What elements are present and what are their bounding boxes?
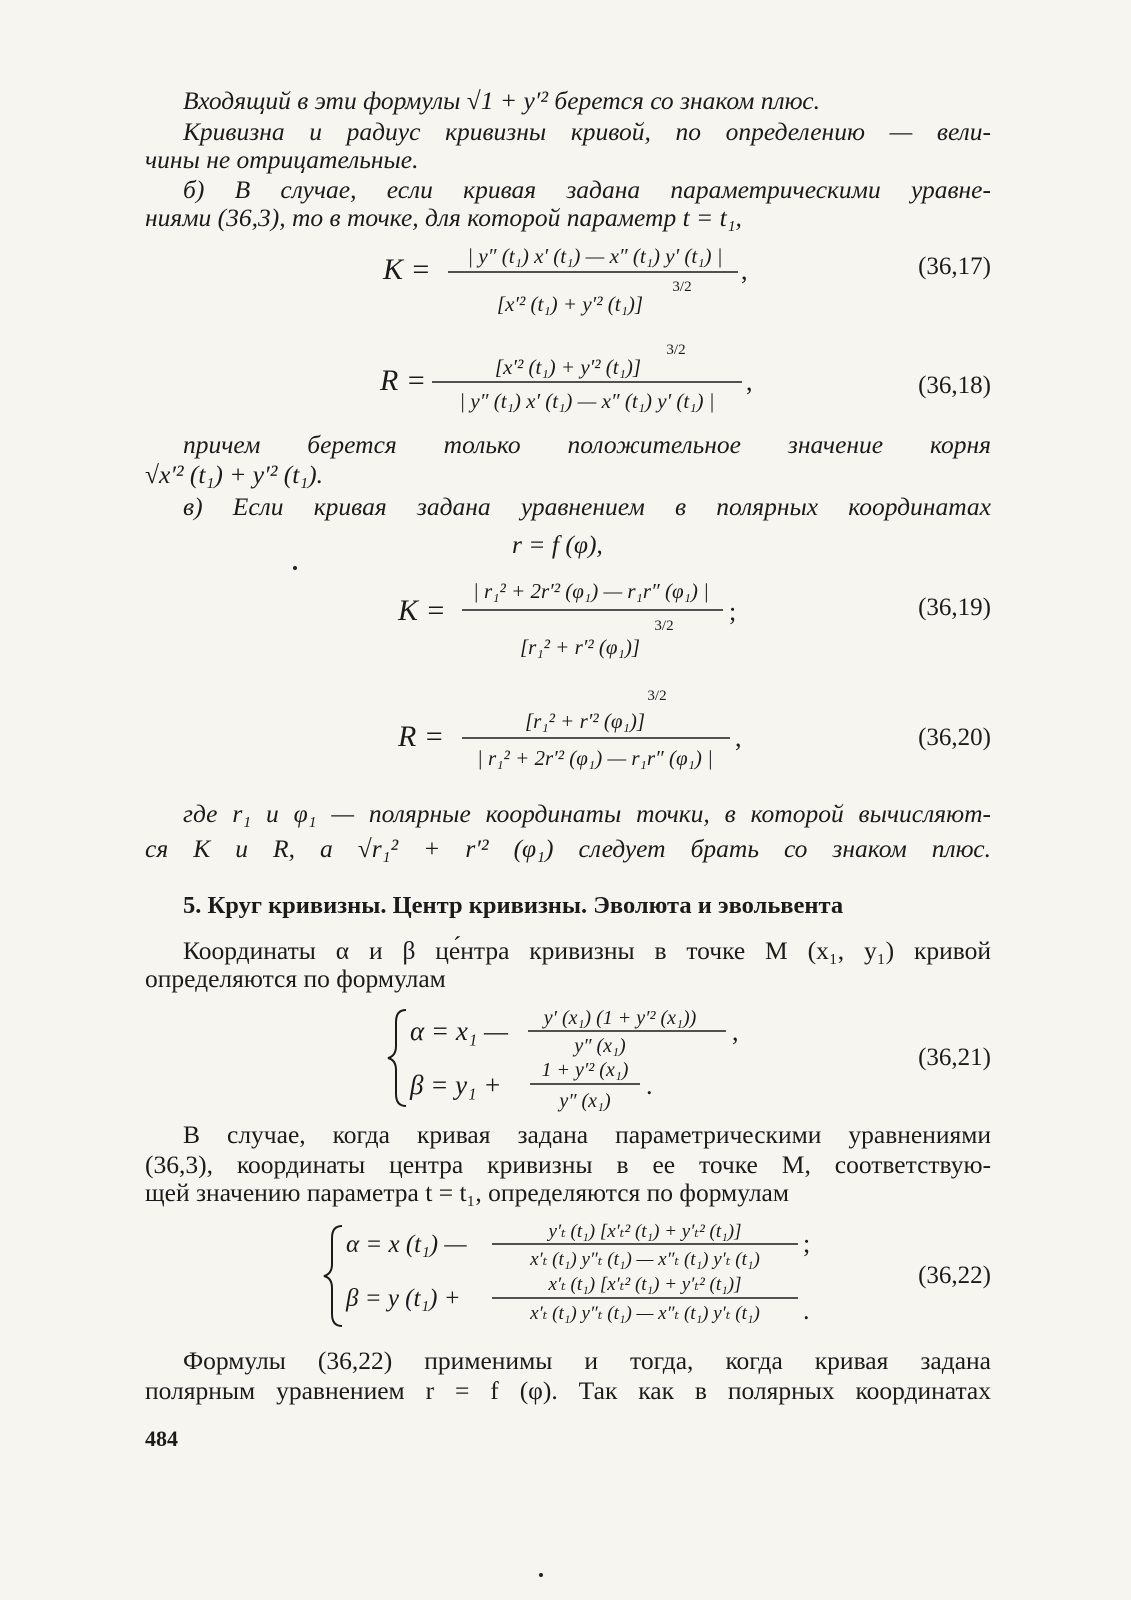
eq18-power: 3/2 <box>666 342 686 358</box>
eq22-row1-tail: ; <box>803 1229 811 1258</box>
eq20-tail: , <box>735 723 742 752</box>
text-line-8: в) Если кривая задана уравнением в полярных координатах <box>183 492 991 521</box>
eq21-row1-num: y′ (x₁) (1 + y′² (x₁)) <box>543 1007 697 1029</box>
section-heading: 5. Круг кривизны. Центр кривизны. Эволюта и эвольвента <box>183 892 844 919</box>
eq22-row2-tail: . <box>803 1296 810 1325</box>
text-line-5: ниями (36,3), то в точке, для которой параметр t = t₁, <box>145 203 742 232</box>
text-line-4: б) В случае, если кривая задана параметрическими уравне- <box>183 175 991 204</box>
text-line-11: ся K и R, а √r₁² + r′² (φ₁) следует брать со знаком плюс. <box>145 834 991 863</box>
eq18-numerator: [x′² (t₁) + y′² (t₁)] <box>494 355 642 379</box>
equation-36-20 <box>0 676 1131 770</box>
eq20-numerator: [r₁² + r′² (φ₁)] <box>524 709 646 733</box>
text-line-2: Кривизна и радиус кривизны кривой, по определению — вели- <box>183 117 991 146</box>
eq21-row2-lhs: β = y₁ + <box>410 1070 502 1100</box>
para1-line-2: определяются по формулам <box>145 964 446 993</box>
eq18-denominator: | y″ (t₁) x′ (t₁) — x″ (t₁) y′ (t₁) | <box>459 389 715 413</box>
eq22-row2-lhs: β = y (t₁) + <box>346 1285 461 1312</box>
eq18-number: (36,18) <box>918 372 991 399</box>
eq17-tail: , <box>741 256 748 285</box>
para1-line-1: Координаты α и β це́нтра кривизны в точке M (x₁, y₁) кривой <box>183 936 991 965</box>
equation-36-22 <box>0 1212 1131 1325</box>
text-line-9: r = f (φ), <box>512 530 603 559</box>
text-line-7: √x′² (t₁) + y′² (t₁). <box>145 460 324 489</box>
eq21-brace <box>388 1010 406 1106</box>
para2-line-3: щей значению параметра t = t₁, определяются по формулам <box>145 1178 789 1207</box>
eq19-numerator: | r₁² + 2r′² (φ₁) — r₁r″ (φ₁) | <box>473 579 709 603</box>
eq21-row2-den: y″ (x₁) <box>559 1090 611 1112</box>
eq21-number: (36,21) <box>918 1044 991 1071</box>
eq22-row1-num: y′ₜ (t₁) [x′ₜ² (t₁) + y′ₜ² (t₁)] <box>548 1221 742 1242</box>
eq19-tail: ; <box>729 597 737 626</box>
text-line-1: Входящий в эти формулы √1 + y′² берется со знаком плюс. <box>183 86 820 115</box>
equation-36-17 <box>0 235 1131 316</box>
eq17-power: 3/2 <box>672 279 692 295</box>
text-line-6: причем берется только положительное значение корня <box>183 430 991 459</box>
eq19-lhs: K = <box>398 594 446 627</box>
eq21-row1-tail: , <box>732 1017 739 1046</box>
text-line-10: где r₁ и φ₁ — полярные координаты точки, в которой вычисляют- <box>183 799 991 828</box>
eq21-row1-lhs: α = x₁ — <box>410 1016 509 1046</box>
para3-line-2: полярным уравнением r = f (φ). Так как в полярных координатах <box>145 1376 991 1405</box>
eq21-row2-tail: . <box>646 1071 653 1100</box>
eq18-tail: , <box>746 367 753 396</box>
text-line-3: чины не отрицательные. <box>145 145 419 174</box>
equation-36-21 <box>0 1000 1131 1112</box>
eq17-lhs: K = <box>383 253 431 286</box>
eq17-numerator: | y″ (t₁) x′ (t₁) — x″ (t₁) y′ (t₁) | <box>467 244 723 268</box>
eq17-number: (36,17) <box>918 253 991 280</box>
eq17-denominator: [x′² (t₁) + y′² (t₁)] <box>496 292 644 316</box>
eq22-row2-den: x′ₜ (t₁) y″ₜ (t₁) — x″ₜ (t₁) y′ₜ (t₁) <box>530 1303 760 1324</box>
eq22-row1-den: x′ₜ (t₁) y″ₜ (t₁) — x″ₜ (t₁) y′ₜ (t₁) <box>530 1249 760 1270</box>
print-speck-bottom <box>539 1573 543 1577</box>
eq19-power: 3/2 <box>654 618 674 634</box>
eq20-lhs: R = <box>398 720 445 753</box>
eq18-lhs: R = <box>380 364 427 397</box>
eq20-number: (36,20) <box>918 724 991 751</box>
equation-36-18 <box>0 334 1131 413</box>
eq22-number: (36,22) <box>918 1262 991 1289</box>
page-number: 484 <box>145 1426 178 1451</box>
para2-line-1: В случае, когда кривая задана параметрическими уравнениями <box>183 1120 991 1149</box>
eq21-row2-num: 1 + y′² (x₁) <box>541 1059 629 1081</box>
para3-line-1: Формулы (36,22) применимы и тогда, когда кривая задана <box>183 1346 991 1375</box>
eq21-row1-den: y″ (x₁) <box>574 1035 626 1057</box>
para2-line-2: (36,3), координаты центра кривизны в ее точке M, соответствую- <box>145 1150 991 1179</box>
eq20-denominator: | r₁² + 2r′² (φ₁) — r₁r″ (φ₁) | <box>477 746 713 770</box>
eq19-denominator: [r₁² + r′² (φ₁)] <box>519 635 641 659</box>
eq20-power: 3/2 <box>647 688 667 704</box>
eq22-row1-lhs: α = x (t₁) — <box>346 1231 467 1258</box>
eq22-brace <box>324 1226 342 1326</box>
eq22-row2-num: x′ₜ (t₁) [x′ₜ² (t₁) + y′ₜ² (t₁)] <box>548 1274 742 1295</box>
equation-36-19 <box>0 568 1131 659</box>
eq19-number: (36,19) <box>918 594 991 621</box>
